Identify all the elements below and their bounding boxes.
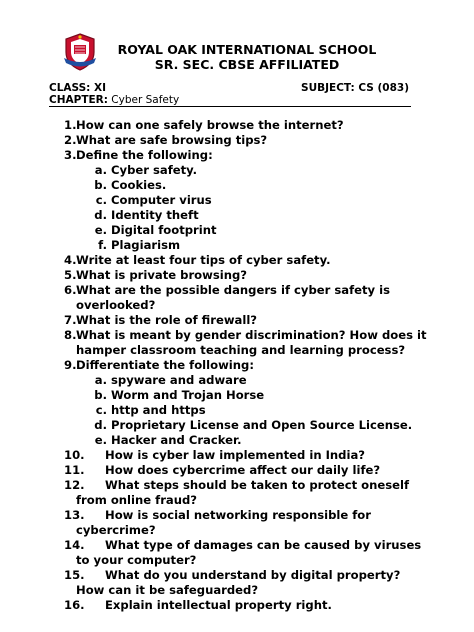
question-text-continued: How can it be safeguarded? (76, 583, 259, 597)
school-crest-logo (60, 32, 100, 72)
sub-item-letter: d. (94, 418, 107, 432)
question-text: How is cyber law implemented in India? (105, 448, 365, 462)
sub-item-letter: b. (94, 178, 107, 192)
question-text-continued: hamper classroom teaching and learning process? (76, 343, 406, 357)
sub-item-text: Cookies. (111, 178, 167, 192)
school-name-line2: SR. SEC. CBSE AFFILIATED (154, 57, 340, 72)
school-name (102, 42, 392, 72)
question-number: 10. (64, 448, 85, 462)
class-label: CLASS: XI (49, 82, 107, 94)
chapter-value: Cyber Safety (107, 94, 180, 106)
sub-item-letter: f. (98, 238, 107, 252)
question-number: 6. (64, 283, 77, 297)
sub-item-letter: e. (94, 223, 107, 237)
question-text: Write at least four tips of cyber safety. (76, 253, 331, 267)
question-number: 2. (64, 133, 77, 147)
question-text-continued: from online fraud? (76, 493, 198, 507)
question-text: What steps should be taken to protect oneself (105, 478, 410, 492)
question-text-continued: to your computer? (76, 553, 197, 567)
sub-item-letter: c. (95, 193, 107, 207)
question-number: 15. (64, 568, 85, 582)
sub-item-text: Hacker and Cracker. (111, 433, 242, 447)
subject-label: SUBJECT: CS (083) (301, 82, 409, 94)
question-text: Define the following: (76, 148, 213, 162)
sub-item-letter: a. (94, 373, 107, 387)
question-text-continued: overlooked? (76, 298, 156, 312)
question-text: How is social networking responsible for (105, 508, 371, 522)
sub-item-text: Cyber safety. (111, 163, 198, 177)
question-number: 13. (64, 508, 85, 522)
sub-item-text: spyware and adware (111, 373, 247, 387)
question-number: 3. (64, 148, 77, 162)
question-text: How does cybercrime affect our daily life? (105, 463, 381, 477)
question-number: 14. (64, 538, 85, 552)
question-text: Differentiate the following: (76, 358, 254, 372)
sub-item-text: Digital footprint (111, 223, 217, 237)
chapter-key: CHAPTER: (49, 94, 108, 106)
sub-item-text: http and https (111, 403, 206, 417)
sub-item-text: Proprietary License and Open Source License. (111, 418, 413, 432)
question-number: 9. (64, 358, 77, 372)
sub-item-text: Computer virus (111, 193, 212, 207)
sub-item-letter: d. (94, 208, 107, 222)
question-text: Explain intellectual property right. (105, 598, 332, 612)
question-text: What is meant by gender discrimination? How does it (76, 328, 427, 342)
sub-item-letter: c. (95, 403, 107, 417)
question-number: 4. (64, 253, 77, 267)
question-text: What are safe browsing tips? (76, 133, 268, 147)
question-text-continued: cybercrime? (76, 523, 156, 537)
question-text: How can one safely browse the internet? (76, 118, 344, 132)
header-divider (49, 106, 411, 107)
sub-item-text: Plagiarism (111, 238, 181, 252)
sub-item-letter: a. (94, 163, 107, 177)
sub-item-letter: e. (94, 433, 107, 447)
question-number: 16. (64, 598, 85, 612)
question-number: 11. (64, 463, 85, 477)
question-number: 1. (64, 118, 77, 132)
question-number: 12. (64, 478, 85, 492)
question-text: What type of damages can be caused by viruses (105, 538, 422, 552)
sub-item-text: Worm and Trojan Horse (111, 388, 265, 402)
question-text: What do you understand by digital property? (105, 568, 401, 582)
question-number: 7. (64, 313, 77, 327)
question-number: 5. (64, 268, 77, 282)
question-text: What is the role of firewall? (76, 313, 258, 327)
question-number: 8. (64, 328, 77, 342)
question-text: What are the possible dangers if cyber safety is (76, 283, 391, 297)
question-text: What is private browsing? (76, 268, 248, 282)
sub-item-text: Identity theft (111, 208, 199, 222)
school-name-line1: ROYAL OAK INTERNATIONAL SCHOOL (117, 42, 377, 57)
sub-item-letter: b. (94, 388, 107, 402)
